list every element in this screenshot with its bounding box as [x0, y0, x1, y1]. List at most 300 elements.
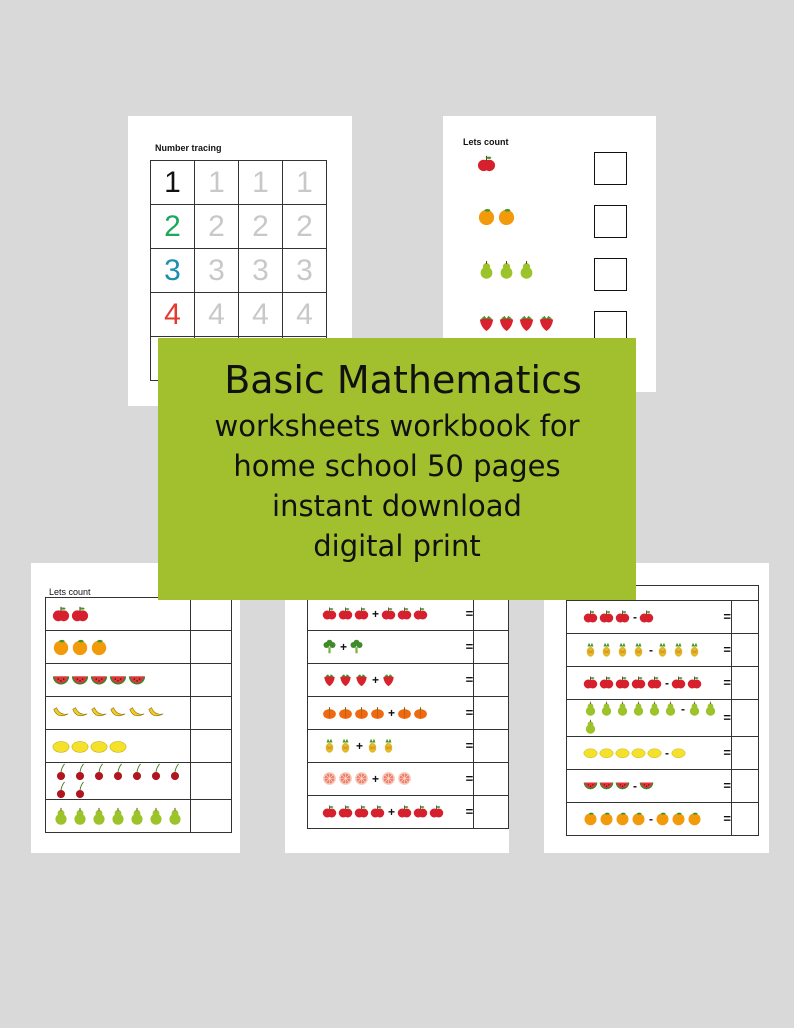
apple-group [397, 803, 445, 820]
minus-sign: - [665, 746, 669, 760]
pear-icon [166, 807, 184, 825]
equals-cell [721, 667, 732, 700]
equals-sign: = [723, 642, 731, 657]
equation-cell [308, 631, 464, 664]
strawberry-icon [537, 313, 556, 332]
banner-line: digital print [313, 529, 481, 563]
equation-cell [308, 664, 464, 697]
equals-cell [463, 796, 473, 829]
pear-icon [631, 701, 646, 716]
banana-icon [109, 704, 127, 722]
apple-group [583, 608, 631, 625]
equals-sign: = [465, 705, 474, 720]
apple-icon [687, 675, 702, 690]
banana-icon [71, 704, 89, 722]
equals-cell [463, 697, 473, 730]
apple-icon [599, 609, 614, 624]
equation-cell [308, 598, 464, 631]
tracing-digit: 4 [151, 293, 195, 337]
pear-icon [615, 701, 630, 716]
minus-sign: - [649, 812, 653, 826]
answer-cell[interactable] [732, 601, 759, 634]
table-row [567, 634, 759, 667]
apple-icon [429, 804, 444, 819]
answer-cell[interactable] [732, 737, 759, 770]
plus-sign: + [388, 805, 396, 819]
table-row [308, 664, 509, 697]
apple-icon [370, 804, 385, 819]
table-row [308, 796, 509, 829]
tracing-ghost-digit: 4 [283, 293, 327, 337]
fruit-cell [46, 697, 191, 730]
plus-sign: + [372, 772, 380, 786]
answer-cell[interactable] [732, 770, 759, 803]
pumpkin-icon [370, 705, 385, 720]
cherry-icon [52, 781, 70, 799]
banana-icon [52, 704, 70, 722]
equals-sign: = [465, 639, 474, 654]
apple-icon [615, 675, 630, 690]
pineapple-icon [631, 642, 646, 657]
table-row [567, 770, 759, 803]
table-row [567, 737, 759, 770]
equals-sign: = [465, 606, 474, 621]
equals-sign: = [723, 811, 731, 826]
answer-cell[interactable] [191, 730, 232, 763]
pineapple-icon [599, 642, 614, 657]
lemon-icon [71, 737, 89, 755]
watermelon-icon [599, 778, 614, 793]
apple-icon [599, 675, 614, 690]
answer-cell[interactable] [474, 763, 509, 796]
pumpkin-icon [354, 705, 369, 720]
broccoli-icon [322, 639, 337, 654]
pear-icon [109, 807, 127, 825]
pineapple-icon [671, 642, 686, 657]
answer-cell[interactable] [732, 700, 759, 737]
watermelon-icon [639, 778, 654, 793]
banana-group [52, 704, 166, 721]
banner-line: worksheets workbook for [214, 409, 580, 443]
strawberry-group [381, 671, 397, 688]
answer-cell[interactable] [191, 598, 232, 631]
banana-icon [90, 704, 108, 722]
pumpkin-icon [397, 705, 412, 720]
orange-icon [687, 811, 702, 826]
apple-icon [413, 804, 428, 819]
pear-icon [497, 260, 516, 279]
pineapple-icon [687, 642, 702, 657]
orange-group [52, 638, 109, 655]
pear-icon [71, 807, 89, 825]
banner-line: instant download [272, 489, 522, 523]
lemon-icon [615, 745, 630, 760]
fruit-cell [46, 664, 191, 697]
answer-cell[interactable] [474, 664, 509, 697]
pineapple-group [583, 641, 647, 658]
equals-cell [463, 763, 473, 796]
apple-icon [397, 606, 412, 621]
apple-icon [354, 804, 369, 819]
equation-cell [567, 634, 722, 667]
tracing-ghost-digit: 3 [195, 249, 239, 293]
tracing-row [151, 205, 327, 249]
tracing-digit: 2 [151, 205, 195, 249]
pumpkin-group [322, 704, 386, 721]
table-row [308, 763, 509, 796]
orange-icon [71, 638, 89, 656]
cherry-icon [71, 763, 89, 781]
tracing-ghost-digit: 1 [195, 161, 239, 205]
equation-cell [567, 700, 722, 737]
equals-cell [721, 803, 732, 836]
pear-group [583, 700, 679, 717]
cherry-icon [128, 763, 146, 781]
lemon-icon [647, 745, 662, 760]
table-row [46, 763, 232, 800]
lemon-icon [52, 737, 70, 755]
watermelon-group [583, 777, 631, 794]
apple-icon [52, 605, 70, 623]
orange-icon [583, 811, 598, 826]
pumpkin-icon [413, 705, 428, 720]
table-row [46, 631, 232, 664]
fruit-cell [46, 631, 191, 664]
equals-sign: = [465, 804, 474, 819]
tracing-ghost-digit: 4 [195, 293, 239, 337]
answer-box[interactable] [594, 205, 627, 238]
pineapple-icon [655, 642, 670, 657]
pumpkin-icon [322, 705, 337, 720]
fruit-cell [46, 763, 191, 800]
watermelon-icon [128, 671, 146, 689]
lemon-icon [109, 737, 127, 755]
broccoli-icon [349, 639, 364, 654]
grapefruit-group [322, 770, 370, 787]
table-row [308, 730, 509, 763]
table-row [46, 697, 232, 730]
orange-icon [599, 811, 614, 826]
table-row [308, 697, 509, 730]
strawberry-icon [477, 313, 496, 332]
table-row [567, 700, 759, 737]
apple-icon [615, 609, 630, 624]
plus-sign: + [356, 739, 364, 753]
lemon-icon [599, 745, 614, 760]
pear-icon [52, 807, 70, 825]
apple-group [477, 155, 497, 172]
tracing-ghost-digit: 2 [283, 205, 327, 249]
page-title: Lets count [463, 137, 509, 147]
equals-sign: = [723, 609, 731, 624]
minus-sign: - [633, 779, 637, 793]
equals-cell [721, 770, 732, 803]
answer-cell[interactable] [732, 634, 759, 667]
watermelon-icon [71, 671, 89, 689]
strawberry-icon [322, 672, 337, 687]
equation-cell [567, 737, 722, 770]
answer-cell[interactable] [732, 803, 759, 836]
equals-cell [721, 737, 732, 770]
tracing-ghost-digit: 4 [239, 293, 283, 337]
apple-icon [381, 606, 396, 621]
equals-cell [463, 631, 473, 664]
pineapple-group [322, 737, 354, 754]
apple-icon [631, 675, 646, 690]
orange-icon [615, 811, 630, 826]
answer-cell[interactable] [191, 697, 232, 730]
equals-cell [721, 700, 732, 737]
pineapple-group [655, 641, 703, 658]
strawberry-icon [381, 672, 396, 687]
tracing-ghost-digit: 1 [239, 161, 283, 205]
watermelon-icon [90, 671, 108, 689]
apple-group [639, 608, 655, 625]
tracing-row [151, 293, 327, 337]
apple-group [322, 605, 370, 622]
answer-box[interactable] [594, 152, 627, 185]
equals-cell [721, 601, 732, 634]
apple-group [52, 605, 90, 622]
watermelon-group [639, 777, 655, 794]
fruit-cell [46, 730, 191, 763]
strawberry-group [477, 314, 557, 331]
pineapple-icon [615, 642, 630, 657]
cherry-icon [90, 763, 108, 781]
banner-line: home school 50 pages [233, 449, 561, 483]
plus-sign: + [372, 607, 380, 621]
answer-cell[interactable] [191, 664, 232, 697]
answer-cell[interactable] [474, 796, 509, 829]
tracing-row [151, 161, 327, 205]
apple-group [583, 674, 663, 691]
orange-group [477, 208, 517, 225]
answer-cell[interactable] [474, 697, 509, 730]
fruit-cell [46, 598, 191, 631]
minus-sign: - [633, 610, 637, 624]
lemon-group [52, 737, 128, 754]
strawberry-icon [497, 313, 516, 332]
strawberry-icon [338, 672, 353, 687]
pear-icon [477, 260, 496, 279]
apple-group [381, 605, 429, 622]
tracing-ghost-digit: 2 [239, 205, 283, 249]
equals-cell [463, 730, 473, 763]
minus-sign: - [681, 702, 685, 716]
strawberry-icon [354, 672, 369, 687]
orange-icon [52, 638, 70, 656]
cherry-icon [147, 763, 165, 781]
equals-sign: = [723, 710, 731, 725]
pear-icon [599, 701, 614, 716]
equation-cell [308, 697, 464, 730]
table-row [567, 667, 759, 700]
minus-sign: - [649, 643, 653, 657]
table-row [46, 598, 232, 631]
pineapple-icon [381, 738, 396, 753]
lemon-icon [90, 737, 108, 755]
apple-icon [322, 606, 337, 621]
pear-group [477, 261, 537, 278]
cherry-icon [52, 763, 70, 781]
grapefruit-icon [322, 771, 337, 786]
plus-sign: + [340, 640, 348, 654]
apple-icon [397, 804, 412, 819]
lemon-group [671, 744, 687, 761]
equals-sign: = [465, 672, 474, 687]
pear-icon [583, 701, 598, 716]
table-row [567, 803, 759, 836]
addition-page [285, 563, 509, 853]
equation-cell [308, 796, 464, 829]
table-row [46, 730, 232, 763]
tracing-row [151, 249, 327, 293]
broccoli-group [322, 638, 338, 655]
apple-group [322, 803, 386, 820]
equals-sign: = [465, 771, 474, 786]
table-row [567, 601, 759, 634]
orange-group [655, 810, 703, 827]
table-row [308, 598, 509, 631]
apple-icon [322, 804, 337, 819]
banner-headline: Basic Mathematics [224, 358, 582, 402]
banana-icon [147, 704, 165, 722]
answer-cell[interactable] [474, 730, 509, 763]
pear-icon [663, 701, 678, 716]
apple-icon [671, 675, 686, 690]
watermelon-group [52, 671, 147, 688]
grapefruit-icon [354, 771, 369, 786]
watermelon-icon [583, 778, 598, 793]
pear-group [52, 808, 185, 825]
answer-cell[interactable] [474, 598, 509, 631]
counting-page-bottom [31, 563, 240, 853]
orange-icon [477, 207, 496, 226]
equals-sign: = [723, 675, 731, 690]
pear-icon [687, 701, 702, 716]
pumpkin-group [397, 704, 429, 721]
apple-icon [413, 606, 428, 621]
apple-group [671, 674, 703, 691]
answer-cell[interactable] [191, 800, 232, 833]
fruit-cell [46, 800, 191, 833]
equals-cell [721, 634, 732, 667]
pear-icon [147, 807, 165, 825]
subtraction-page [544, 563, 769, 853]
strawberry-group [322, 671, 370, 688]
pineapple-group [365, 737, 397, 754]
lemon-icon [671, 745, 686, 760]
apple-icon [338, 804, 353, 819]
apple-icon [583, 675, 598, 690]
pear-icon [90, 807, 108, 825]
plus-sign: + [372, 673, 380, 687]
answer-cell[interactable] [732, 667, 759, 700]
orange-icon [631, 811, 646, 826]
pineapple-icon [365, 738, 380, 753]
orange-icon [655, 811, 670, 826]
grapefruit-group [381, 770, 413, 787]
subtraction-table [566, 585, 759, 836]
grapefruit-icon [338, 771, 353, 786]
equation-cell [567, 667, 722, 700]
cherry-group [52, 763, 185, 798]
watermelon-icon [615, 778, 630, 793]
pumpkin-icon [338, 705, 353, 720]
pear-icon [703, 701, 718, 716]
tracing-ghost-digit: 3 [239, 249, 283, 293]
orange-group [583, 810, 647, 827]
page-title: Lets count [49, 587, 91, 597]
watermelon-icon [109, 671, 127, 689]
orange-icon [497, 207, 516, 226]
table-row [46, 800, 232, 833]
counting-row-fruits [477, 313, 557, 332]
pineapple-icon [322, 738, 337, 753]
answer-box[interactable] [594, 258, 627, 291]
broccoli-group [349, 638, 365, 655]
equation-cell [567, 770, 722, 803]
orange-icon [671, 811, 686, 826]
pineapple-icon [583, 642, 598, 657]
apple-icon [639, 609, 654, 624]
apple-icon [338, 606, 353, 621]
tracing-digit: 3 [151, 249, 195, 293]
answer-cell[interactable] [191, 763, 232, 800]
pineapple-icon [338, 738, 353, 753]
equals-sign: = [465, 738, 474, 753]
counting-row-fruits [477, 260, 537, 279]
apple-icon [583, 609, 598, 624]
addition-table [307, 597, 509, 829]
minus-sign: - [665, 676, 669, 690]
watermelon-icon [52, 671, 70, 689]
plus-sign: + [388, 706, 396, 720]
equation-cell [308, 730, 464, 763]
banana-icon [128, 704, 146, 722]
tracing-ghost-digit: 3 [283, 249, 327, 293]
pear-icon [128, 807, 146, 825]
tracing-ghost-digit: 1 [283, 161, 327, 205]
cherry-icon [71, 781, 89, 799]
counting-row-fruits [477, 207, 517, 226]
equals-sign: = [723, 745, 731, 760]
grapefruit-icon [381, 771, 396, 786]
grapefruit-icon [397, 771, 412, 786]
apple-icon [354, 606, 369, 621]
equation-cell [308, 763, 464, 796]
lemon-group [583, 744, 663, 761]
equals-cell [463, 664, 473, 697]
equals-cell [463, 598, 473, 631]
equals-sign: = [723, 778, 731, 793]
counting-table [45, 597, 232, 833]
answer-cell[interactable] [191, 631, 232, 664]
page-title: Number tracing [155, 143, 222, 153]
answer-cell[interactable] [474, 631, 509, 664]
apple-icon [477, 154, 496, 173]
lemon-icon [631, 745, 646, 760]
tracing-ghost-digit: 2 [195, 205, 239, 249]
equation-cell [567, 601, 722, 634]
lemon-icon [583, 745, 598, 760]
equation-cell [567, 803, 722, 836]
tracing-digit: 1 [151, 161, 195, 205]
apple-icon [71, 605, 89, 623]
apple-icon [647, 675, 662, 690]
orange-icon [90, 638, 108, 656]
pear-icon [583, 719, 598, 734]
